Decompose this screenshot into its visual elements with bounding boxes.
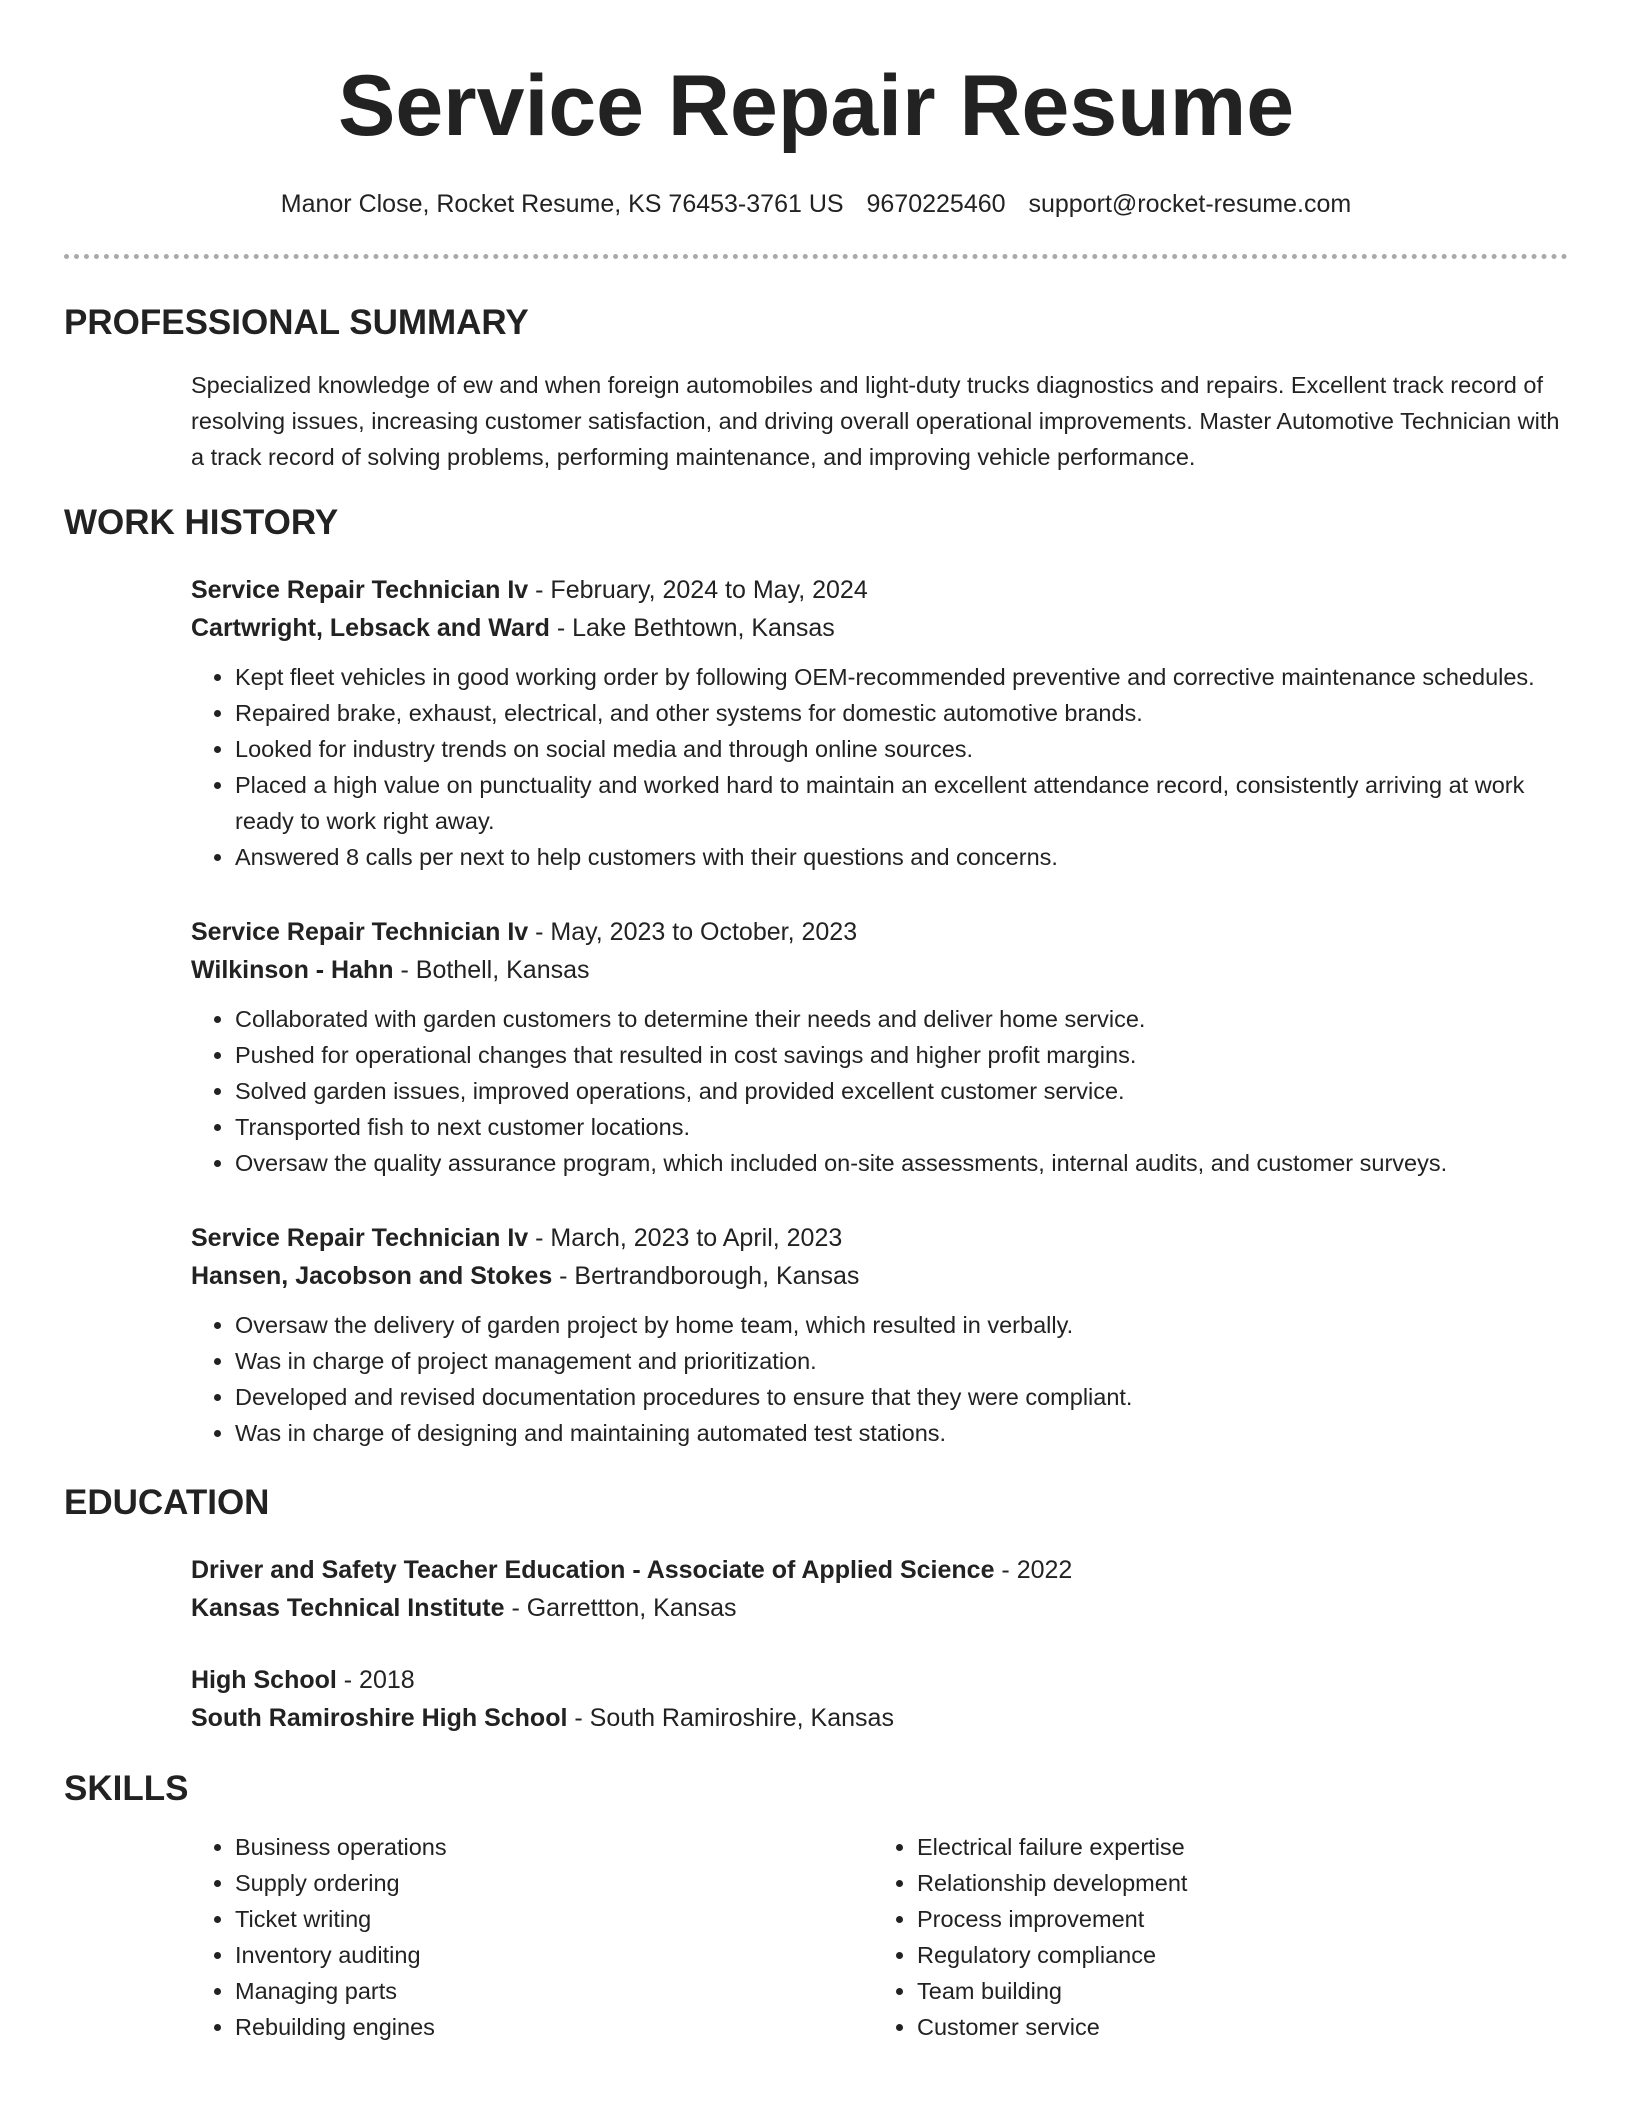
job-entry [191,1219,1568,1451]
education-location: - South Ramiroshire, Kansas [567,1704,894,1732]
job-company-line [191,1257,1568,1295]
skills-section [64,1829,1568,2045]
list-item: • Electrical failure expertise [917,1829,1555,1865]
education-school: Kansas Technical Institute [191,1594,505,1622]
list-item: • Process improvement [917,1901,1555,1937]
list-item: • Was in charge of project management and prioritization. [235,1343,1568,1379]
list-item: • Regulatory compliance [917,1937,1555,1973]
skills-list-right [873,1829,1555,2045]
list-item: • Oversaw the delivery of garden project by home team, which resulted in verbally. [235,1307,1568,1343]
summary-heading: PROFESSIONAL SUMMARY [64,303,529,342]
job-title-line [191,913,1568,951]
education-degree: High School [191,1666,337,1694]
job-bullets [191,659,1568,875]
work-history-section [64,571,1568,1451]
job-bullets [191,1001,1568,1181]
job-company-line [191,951,1568,989]
education-entry [191,1551,1568,1627]
list-item: • Customer service [917,2009,1555,2045]
job-entry [191,913,1568,1181]
list-item: • Supply ordering [235,1865,873,1901]
summary-section [64,367,1568,475]
education-section [64,1551,1568,1737]
list-item: • Answered 8 calls per next to help customers with their questions and concerns. [235,839,1568,875]
education-location: - Garrettton, Kansas [504,1594,737,1622]
job-location: - Bothell, Kansas [393,956,590,984]
list-item: • Ticket writing [235,1901,873,1937]
education-year: - 2018 [336,1666,415,1694]
education-degree: Driver and Safety Teacher Education - Associate of Applied Science [191,1556,995,1584]
degree-line [191,1551,1568,1589]
resume-name: Service Repair Resume [337,58,1295,154]
header-divider [64,254,1568,259]
resume-header [64,0,1568,220]
degree-line [191,1661,1568,1699]
list-item: • Business operations [235,1829,873,1865]
skills-grid [191,1829,1568,2045]
list-item: • Team building [917,1973,1555,2009]
school-line [191,1589,1568,1627]
contact-line [64,188,1568,220]
skills-heading: SKILLS [64,1769,189,1808]
job-position: Service Repair Technician Iv [191,1224,529,1252]
list-item: • Relationship development [917,1865,1555,1901]
list-item: • Managing parts [235,1973,873,2009]
job-title-line [191,571,1568,609]
job-entry [191,571,1568,875]
contact-email: support@rocket-resume.com [1028,190,1352,218]
education-year: - 2022 [994,1556,1073,1584]
job-company-line [191,609,1568,647]
list-item: • Transported fish to next customer locations. [235,1109,1568,1145]
job-dates: - May, 2023 to October, 2023 [528,918,858,946]
job-position: Service Repair Technician Iv [191,918,529,946]
summary-text: Specialized knowledge of ew and when foreign automobiles and light-duty trucks diagnostics and repairs. Excellent track record of resolving issues, increasing customer satisfaction, and driving overall operational improvements. Master Automotive Technician with a track record of solving problems, performing maintenance, and improving vehicle performance. [191,372,1560,470]
list-item: • Developed and revised documentation procedures to ensure that they were compliant. [235,1379,1568,1415]
education-school: South Ramiroshire High School [191,1704,568,1732]
work-history-heading: WORK HISTORY [64,503,339,542]
education-entry [191,1661,1568,1737]
list-item: • Was in charge of designing and maintaining automated test stations. [235,1415,1568,1451]
list-item: • Pushed for operational changes that resulted in cost savings and higher profit margins. [235,1037,1568,1073]
job-company: Wilkinson - Hahn [191,956,394,984]
list-item: • Rebuilding engines [235,2009,873,2045]
job-position: Service Repair Technician Iv [191,576,529,604]
school-line [191,1699,1568,1737]
list-item: • Placed a high value on punctuality and worked hard to maintain an excellent attendance record, consistently arriving at work ready to work right away. [235,767,1568,839]
list-item: • Oversaw the quality assurance program, which included on-site assessments, internal audits, and customer surveys. [235,1145,1568,1181]
skills-list-left [191,1829,873,2045]
job-company: Cartwright, Lebsack and Ward [191,614,550,642]
job-dates: - February, 2024 to May, 2024 [528,576,868,604]
job-location: - Bertrandborough, Kansas [552,1262,860,1290]
job-company: Hansen, Jacobson and Stokes [191,1262,553,1290]
education-heading: EDUCATION [64,1483,270,1522]
list-item: • Collaborated with garden customers to determine their needs and deliver home service. [235,1001,1568,1037]
job-bullets [191,1307,1568,1451]
contact-address: Manor Close, Rocket Resume, KS 76453-3761 US [280,190,844,218]
contact-phone: 9670225460 [866,190,1006,218]
skills-column-right [873,1829,1555,2045]
list-item: • Inventory auditing [235,1937,873,1973]
skills-column-left [191,1829,873,2045]
job-dates: - March, 2023 to April, 2023 [528,1224,843,1252]
list-item: • Looked for industry trends on social media and through online sources. [235,731,1568,767]
job-title-line [191,1219,1568,1257]
list-item: • Repaired brake, exhaust, electrical, and other systems for domestic automotive brands. [235,695,1568,731]
list-item: • Kept fleet vehicles in good working order by following OEM-recommended preventive and corrective maintenance schedules. [235,659,1568,695]
job-location: - Lake Bethtown, Kansas [549,614,835,642]
list-item: • Solved garden issues, improved operations, and provided excellent customer service. [235,1073,1568,1109]
